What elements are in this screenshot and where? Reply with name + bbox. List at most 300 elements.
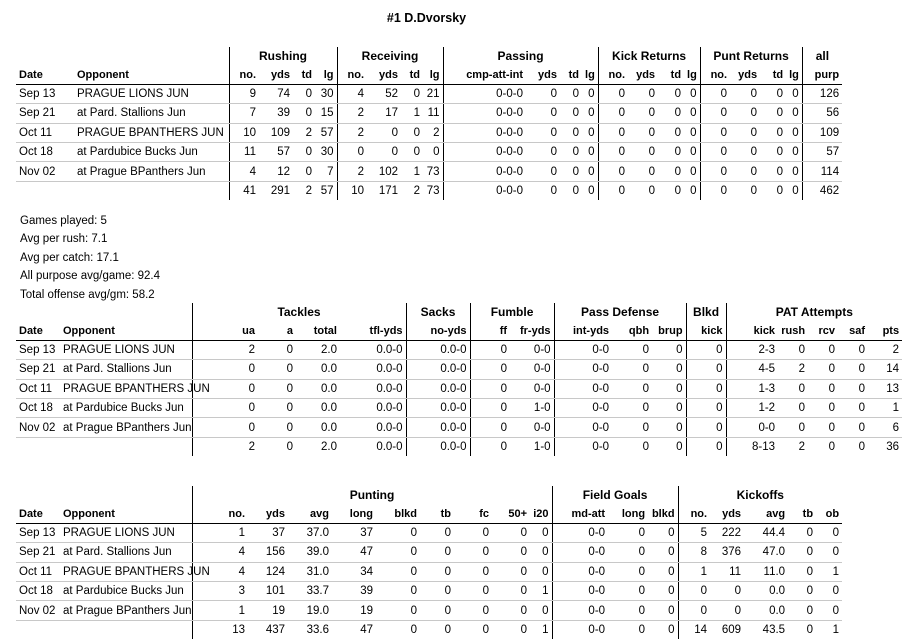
stat-value: 0 [730,162,760,181]
total-value: 0 [628,181,658,200]
column-header: ff [470,321,510,340]
stat-value: 0 [816,543,842,562]
stat-value: 0 [293,162,315,181]
stat-value: 2.0 [296,340,340,359]
stat-value: 0 [608,601,648,620]
stat-value: 2 [337,162,367,181]
stat-value: 124 [248,562,288,581]
stat-value: 73 [423,162,443,181]
stat-value: 1 [192,601,248,620]
stat-value: 30 [315,142,337,161]
stat-value: 1-3 [726,379,778,398]
column-header: td [560,65,582,84]
totals-row [16,181,842,200]
stat-value: 0 [401,123,423,142]
stat-value: 0 [582,142,598,161]
column-header: int-yds [554,321,612,340]
total-value: 8-13 [726,437,778,456]
column-header: no. [192,504,248,523]
stat-value: 0 [788,581,816,600]
stat-value: 2 [337,104,367,123]
stat-value: 0 [582,84,598,103]
column-header: no. [337,65,367,84]
stat-value: 0 [786,162,802,181]
stat-value: 0-0 [510,418,554,437]
stat-value: 0 [598,162,628,181]
stat-value: 30 [315,84,337,103]
stat-value: 0 [628,123,658,142]
stat-value: 0 [648,562,678,581]
stat-value: 0 [526,104,560,123]
stat-value: 0 [530,523,552,542]
stat-value: 1-0 [510,398,554,417]
stat-value: 0-0-0 [443,84,526,103]
stat-value: 0 [652,379,686,398]
stat-value: 0.0-0 [406,360,470,379]
stat-value: 0 [492,562,530,581]
total-value: 0 [730,181,760,200]
column-header-row [16,504,842,523]
stat-value: 0-0 [552,581,608,600]
group-header: Rushing [229,47,337,65]
stat-value: 47.0 [744,543,788,562]
stat-value: 2 [778,360,808,379]
column-header: purp [802,65,842,84]
group-header [16,47,229,65]
opponent-name: at Pard. Stallions Jun [74,104,229,123]
stat-value: 34 [332,562,376,581]
stat-value: 39.0 [288,543,332,562]
group-header: Kick Returns [598,47,700,65]
stat-value: 0 [686,379,726,398]
stat-value: 0 [686,360,726,379]
stat-value: 0 [710,581,744,600]
group-header: Punt Returns [700,47,802,65]
stat-value: 0 [608,523,648,542]
stat-value: 0 [258,398,296,417]
stat-value: 0-0 [726,418,778,437]
stat-value: 0 [492,523,530,542]
stat-value: 21 [423,84,443,103]
stat-value: 0-0 [510,340,554,359]
stat-value: 0 [470,340,510,359]
column-header: Date [16,321,60,340]
total-value: 0-0-0 [443,181,526,200]
stat-value: 0-0-0 [443,104,526,123]
stat-value: 0 [367,142,401,161]
stat-value: 0 [700,162,730,181]
total-value: 0 [598,181,628,200]
stat-value: 0 [560,123,582,142]
stat-value: 0-0 [554,360,612,379]
column-header: yds [367,65,401,84]
stat-value: 0 [730,104,760,123]
column-header: long [332,504,376,523]
group-header: Kickoffs [678,486,842,504]
stat-value: 0 [778,398,808,417]
column-header: blkd [376,504,420,523]
stat-value: 0 [788,562,816,581]
stat-value: 0 [401,84,423,103]
stat-value: 0 [492,581,530,600]
table-row [16,398,902,417]
column-header: yds [710,504,744,523]
stat-value: 0 [612,398,652,417]
column-header: blkd [648,504,678,523]
stat-value: 0 [778,379,808,398]
total-value: 0 [608,620,648,639]
group-header: Field Goals [552,486,678,504]
stat-value: 0 [788,601,816,620]
stat-value: 0 [838,360,868,379]
stat-value: 33.7 [288,581,332,600]
stat-value: 11.0 [744,562,788,581]
total-value: 0.0-0 [406,437,470,456]
stat-value: 56 [802,104,842,123]
total-value [74,181,229,200]
group-header: Pass Defense [554,303,686,321]
stat-value: 0.0-0 [340,418,406,437]
game-date: Sep 21 [16,543,60,562]
stat-value: 0 [684,84,700,103]
stat-value: 11 [229,142,259,161]
stat-value: 0 [192,360,258,379]
stat-value: 0 [376,562,420,581]
stat-value: 0 [710,601,744,620]
total-value: 1 [816,620,842,639]
table-row [16,562,842,581]
column-header: avg [288,504,332,523]
stat-value: 0 [293,84,315,103]
column-header: td [401,65,423,84]
stat-value: 0 [648,523,678,542]
stat-value: 10 [229,123,259,142]
game-date: Sep 13 [16,340,60,359]
total-value: 291 [259,181,293,200]
stat-value: 0 [530,562,552,581]
stat-value: 0 [192,379,258,398]
stat-value: 0 [730,84,760,103]
column-header: pts [868,321,902,340]
stat-value: 0 [652,418,686,437]
stat-value: 52 [367,84,401,103]
stat-value: 2 [337,123,367,142]
stat-value: 0.0-0 [340,398,406,417]
column-header: tb [420,504,454,523]
total-value: 0 [808,437,838,456]
total-value: 0 [686,437,726,456]
column-header: yds [526,65,560,84]
total-value: 0 [612,437,652,456]
stat-value: 0 [678,581,710,600]
column-header: ua [192,321,258,340]
total-value: 0 [838,437,868,456]
opponent-name: PRAGUE LIONS JUN [74,84,229,103]
stat-value: 0 [838,418,868,437]
group-header-row [16,47,842,65]
total-value: 14 [678,620,710,639]
game-date: Oct 18 [16,581,60,600]
stat-value: 0 [684,123,700,142]
table-row [16,84,842,103]
stat-value: 0 [258,340,296,359]
total-value: 0 [648,620,678,639]
total-value: 2 [401,181,423,200]
stat-value: 0 [678,601,710,620]
column-header-row [16,321,902,340]
stat-value: 1-2 [726,398,778,417]
stat-value: 0.0 [296,379,340,398]
stat-value: 0 [700,123,730,142]
opponent-name: PRAGUE BPANTHERS JUN [74,123,229,142]
stat-value: 0 [560,84,582,103]
stat-value: 0-0 [552,523,608,542]
table-row [16,340,902,359]
kicking-stats-table [16,486,842,639]
stat-value: 0 [582,123,598,142]
stat-value: 11 [423,104,443,123]
table-row [16,360,902,379]
stat-value: 0-0 [554,340,612,359]
stat-value: 0 [808,398,838,417]
stat-value: 102 [367,162,401,181]
stat-value: 0 [686,340,726,359]
stat-value: 0 [530,601,552,620]
stat-value: 0 [470,418,510,437]
column-header: Opponent [60,504,192,523]
column-header: Opponent [74,65,229,84]
stat-value: 0 [258,379,296,398]
column-header: fr-yds [510,321,554,340]
total-value [16,437,60,456]
stat-value: 0 [760,162,786,181]
column-header: Date [16,504,60,523]
column-header: td [760,65,786,84]
column-header: saf [838,321,868,340]
stat-value: 0 [526,142,560,161]
stat-value: 0 [816,581,842,600]
total-value: 0 [700,181,730,200]
stat-value: 57 [259,142,293,161]
stat-value: 2 [192,340,258,359]
stat-value: 57 [802,142,842,161]
total-value: 43.5 [744,620,788,639]
total-value: 0 [258,437,296,456]
game-date: Sep 21 [16,360,60,379]
column-header: lg [315,65,337,84]
total-value: 2 [192,437,258,456]
total-value: 0 [470,437,510,456]
stat-value: 0 [658,104,684,123]
stat-value: 0.0 [296,418,340,437]
column-header: 50+ [492,504,530,523]
table-row [16,523,842,542]
total-value: 1-0 [510,437,554,456]
stat-value: 0 [420,581,454,600]
game-date: Nov 02 [16,601,60,620]
stat-value: 0 [684,104,700,123]
stat-value: 0 [598,142,628,161]
stat-value: 0.0-0 [340,360,406,379]
stat-value: 0.0-0 [406,398,470,417]
stat-value: 0 [454,523,492,542]
stat-value: 0 [454,562,492,581]
group-header: Fumble [470,303,554,321]
page-title: #1 D.Dvorsky [386,11,467,25]
stat-value: 57 [315,123,337,142]
stat-value: 0 [401,142,423,161]
column-header: brup [652,321,686,340]
stat-value: 0 [658,123,684,142]
stat-value: 15 [315,104,337,123]
column-header: no. [229,65,259,84]
column-header: yds [248,504,288,523]
total-value: 0 [788,620,816,639]
stat-value: 0.0 [296,360,340,379]
stat-value: 0 [612,379,652,398]
stat-value: 0 [582,104,598,123]
stat-value: 0 [376,543,420,562]
total-value: 1 [530,620,552,639]
stat-value: 0.0 [744,601,788,620]
column-header: td [293,65,315,84]
stat-value: 4-5 [726,360,778,379]
column-header: yds [730,65,760,84]
stat-value: 0 [598,123,628,142]
stat-value: 0 [760,84,786,103]
total-value: 171 [367,181,401,200]
stat-value: 0.0-0 [340,379,406,398]
stat-value: 0 [684,162,700,181]
stat-value: 0.0-0 [340,340,406,359]
column-header: yds [259,65,293,84]
column-header: md-att [552,504,608,523]
stat-value: 0 [192,418,258,437]
stat-value: 0 [658,84,684,103]
table-row [16,543,842,562]
stat-value: 13 [868,379,902,398]
stat-value: 376 [710,543,744,562]
stat-value: 0-0 [552,543,608,562]
total-value: 0 [420,620,454,639]
stat-value: 0-0 [554,398,612,417]
opponent-name: at Pardubice Bucks Jun [74,142,229,161]
total-value: 0.0-0 [340,437,406,456]
stat-value: 0 [816,601,842,620]
stat-value: 0 [760,142,786,161]
total-value [16,620,60,639]
stat-value: 0 [838,340,868,359]
table-row [16,418,902,437]
table-row [16,104,842,123]
total-value [60,437,192,456]
stat-value: 0 [648,601,678,620]
column-header: cmp-att-int [443,65,526,84]
column-header: kick [686,321,726,340]
group-header-row [16,303,902,321]
stat-value: 0.0 [296,398,340,417]
game-date: Sep 13 [16,84,74,103]
stat-value: 0 [778,340,808,359]
stat-value: 12 [259,162,293,181]
stat-value: 37 [248,523,288,542]
stat-value: 0 [612,360,652,379]
game-date: Nov 02 [16,418,60,437]
stat-value: 0 [730,123,760,142]
stat-value: 3 [192,581,248,600]
game-date: Nov 02 [16,162,74,181]
total-value: 33.6 [288,620,332,639]
column-header: i20 [530,504,552,523]
opponent-name: at Pard. Stallions Jun [60,360,192,379]
stat-value: 0 [628,84,658,103]
total-value [16,181,74,200]
stat-value: 0 [376,601,420,620]
column-header: no. [700,65,730,84]
stat-value: 0 [788,523,816,542]
stat-value: 39 [259,104,293,123]
stat-value: 11 [710,562,744,581]
total-value: 0 [526,181,560,200]
stat-value: 109 [259,123,293,142]
total-value: 0 [492,620,530,639]
stat-value: 7 [229,104,259,123]
stat-value: 0 [293,142,315,161]
stat-value: 0.0-0 [406,418,470,437]
offense-stats-table [16,47,842,200]
game-date: Oct 18 [16,142,74,161]
group-header: all [815,49,830,64]
column-header: qbh [612,321,652,340]
stat-value: 0 [612,418,652,437]
total-value: 0 [684,181,700,200]
stat-value: 1 [868,398,902,417]
column-header: ob [816,504,842,523]
column-header: no. [678,504,710,523]
stat-value: 0 [700,142,730,161]
stat-value: 4 [192,562,248,581]
stat-value: 0 [808,418,838,437]
stat-value: 0 [700,84,730,103]
total-value: 0 [376,620,420,639]
stat-value: 0 [454,581,492,600]
stat-value: 44.4 [744,523,788,542]
column-header: avg [744,504,788,523]
stat-value: 39 [332,581,376,600]
total-value: 0 [658,181,684,200]
total-value: 0-0 [552,620,608,639]
stat-value: 0 [808,379,838,398]
total-value: 73 [423,181,443,200]
stat-value: 0 [560,162,582,181]
stat-value: 0-0 [554,418,612,437]
stat-value: 126 [802,84,842,103]
stat-value: 0 [700,104,730,123]
table-row [16,379,902,398]
column-header: tfl-yds [340,321,406,340]
column-header: Opponent [60,321,192,340]
total-value: 2 [293,181,315,200]
column-header: rcv [808,321,838,340]
stat-value: 0 [598,104,628,123]
group-header: Passing [443,47,598,65]
stat-value: 0-0 [510,379,554,398]
stat-value: 0-0 [510,360,554,379]
stat-value: 0 [470,398,510,417]
column-header: rush [778,321,808,340]
summary-games-played: Games played: 5 [20,215,107,227]
column-header: long [608,504,648,523]
